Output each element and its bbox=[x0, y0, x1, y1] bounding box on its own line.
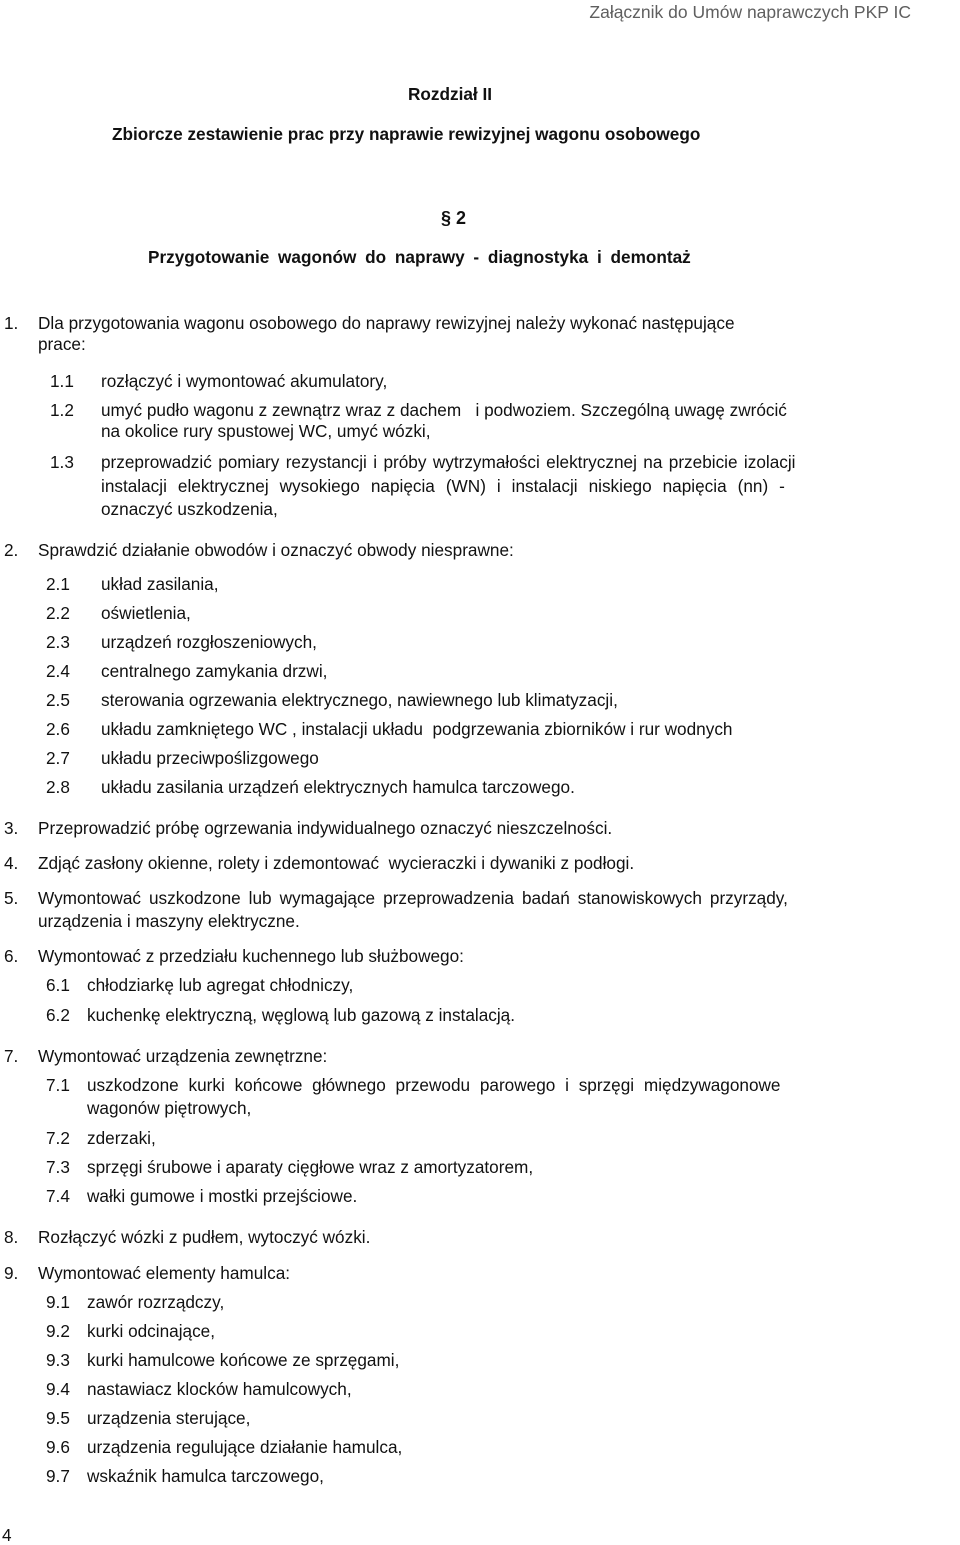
item-1-3-text-line-1: przeprowadzić pomiary rezystancji i próby wytrzymałości elektrycznej na przebicie izolacji bbox=[101, 452, 796, 472]
item-2-6-number: 2.6 bbox=[46, 719, 70, 739]
section-title: Przygotowanie wagonów do naprawy - diagnostyka i demontaż bbox=[148, 247, 691, 267]
item-7-4-number: 7.4 bbox=[46, 1186, 70, 1206]
item-1-3-text-line-3: oznaczyć uszkodzenia, bbox=[101, 499, 278, 519]
item-9-4-number: 9.4 bbox=[46, 1379, 70, 1399]
item-2-4-number: 2.4 bbox=[46, 661, 70, 681]
item-1-3-number: 1.3 bbox=[50, 452, 74, 472]
item-2-1-text: układ zasilania, bbox=[101, 574, 219, 594]
item-6-text: Wymontować z przedziału kuchennego lub służbowego: bbox=[38, 946, 464, 966]
item-6-2-number: 6.2 bbox=[46, 1005, 70, 1025]
item-9-2-number: 9.2 bbox=[46, 1321, 70, 1341]
item-6-1-number: 6.1 bbox=[46, 975, 70, 995]
item-8-number: 8. bbox=[4, 1227, 19, 1247]
item-2-number: 2. bbox=[4, 540, 19, 560]
item-2-8-text: układu zasilania urządzeń elektrycznych hamulca tarczowego. bbox=[101, 777, 575, 797]
chapter-subtitle: Zbiorcze zestawienie prac przy naprawie rewizyjnej wagonu osobowego bbox=[112, 124, 701, 144]
item-7-3-text: sprzęgi śrubowe i aparaty cięgłowe wraz z amortyzatorem, bbox=[87, 1157, 534, 1177]
item-2-3-number: 2.3 bbox=[46, 632, 70, 652]
item-7-3-number: 7.3 bbox=[46, 1157, 70, 1177]
item-2-8-number: 2.8 bbox=[46, 777, 70, 797]
item-9-2-text: kurki odcinające, bbox=[87, 1321, 216, 1341]
running-header: Załącznik do Umów naprawczych PKP IC bbox=[589, 2, 911, 22]
item-9-4-text: nastawiacz klocków hamulcowych, bbox=[87, 1379, 352, 1399]
item-2-1-number: 2.1 bbox=[46, 574, 70, 594]
item-2-7-number: 2.7 bbox=[46, 748, 70, 768]
item-7-2-text: zderzaki, bbox=[87, 1128, 156, 1148]
item-5-text-line-2: urządzenia i maszyny elektryczne. bbox=[38, 911, 300, 931]
item-7-1-text-line-2: wagonów piętrowych, bbox=[87, 1098, 252, 1118]
item-6-number: 6. bbox=[4, 946, 19, 966]
item-9-number: 9. bbox=[4, 1263, 19, 1283]
item-9-1-number: 9.1 bbox=[46, 1292, 70, 1312]
item-2-5-number: 2.5 bbox=[46, 690, 70, 710]
section-symbol: § 2 bbox=[441, 208, 467, 228]
item-2-4-text: centralnego zamykania drzwi, bbox=[101, 661, 328, 681]
item-1-number: 1. bbox=[4, 313, 19, 333]
item-9-5-text: urządzenia sterujące, bbox=[87, 1408, 251, 1428]
item-3-text: Przeprowadzić próbę ogrzewania indywidualnego oznaczyć nieszczelności. bbox=[38, 818, 613, 838]
item-9-5-number: 9.5 bbox=[46, 1408, 70, 1428]
item-9-7-number: 9.7 bbox=[46, 1466, 70, 1486]
item-1-2-number: 1.2 bbox=[50, 400, 74, 420]
item-1-text-line-2: prace: bbox=[38, 334, 86, 354]
item-6-2-text: kuchenkę elektryczną, węglową lub gazową z instalacją. bbox=[87, 1005, 516, 1025]
item-1-1-number: 1.1 bbox=[50, 371, 74, 391]
chapter-title: Rozdział II bbox=[408, 84, 493, 104]
item-7-number: 7. bbox=[4, 1046, 19, 1066]
item-2-3-text: urządzeń rozgłoszeniowych, bbox=[101, 632, 317, 652]
item-9-7-text: wskaźnik hamulca tarczowego, bbox=[87, 1466, 324, 1486]
item-6-1-text: chłodziarkę lub agregat chłodniczy, bbox=[87, 975, 354, 995]
item-3-number: 3. bbox=[4, 818, 19, 838]
item-1-text-line-1: Dla przygotowania wagonu osobowego do naprawy rewizyjnej należy wykonać następujące bbox=[38, 313, 735, 333]
item-7-1-number: 7.1 bbox=[46, 1075, 70, 1095]
item-9-6-number: 9.6 bbox=[46, 1437, 70, 1457]
item-1-2-text-line-2: na okolice rury spustowej WC, umyć wózki, bbox=[101, 421, 431, 441]
item-1-2-text-line-1: umyć pudło wagonu z zewnątrz wraz z dachem i podwoziem. Szczególną uwagę zwrócić bbox=[101, 400, 787, 420]
item-7-1-text-line-1: uszkodzone kurki końcowe głównego przewodu parowego i sprzęgi międzywagonowe bbox=[87, 1075, 781, 1095]
item-7-4-text: wałki gumowe i mostki przejściowe. bbox=[87, 1186, 358, 1206]
item-9-1-text: zawór rozrządczy, bbox=[87, 1292, 225, 1312]
item-8-text: Rozłączyć wózki z pudłem, wytoczyć wózki. bbox=[38, 1227, 371, 1247]
item-9-6-text: urządzenia regulujące działanie hamulca, bbox=[87, 1437, 403, 1457]
item-2-5-text: sterowania ogrzewania elektrycznego, nawiewnego lub klimatyzacji, bbox=[101, 690, 618, 710]
item-4-text: Zdjąć zasłony okienne, rolety i zdemontować wycieraczki i dywaniki z podłogi. bbox=[38, 853, 635, 873]
item-9-3-text: kurki hamulcowe końcowe ze sprzęgami, bbox=[87, 1350, 400, 1370]
item-2-6-text: układu zamkniętego WC , instalacji układu podgrzewania zbiorników i rur wodnych bbox=[101, 719, 733, 739]
item-9-3-number: 9.3 bbox=[46, 1350, 70, 1370]
item-1-3-text-line-2: instalacji elektrycznej wysokiego napięcia (WN) i instalacji niskiego napięcia (nn) - bbox=[101, 476, 785, 496]
item-2-2-text: oświetlenia, bbox=[101, 603, 191, 623]
item-2-2-number: 2.2 bbox=[46, 603, 70, 623]
item-4-number: 4. bbox=[4, 853, 19, 873]
item-9-text: Wymontować elementy hamulca: bbox=[38, 1263, 291, 1283]
item-7-2-number: 7.2 bbox=[46, 1128, 70, 1148]
item-2-text: Sprawdzić działanie obwodów i oznaczyć obwody niesprawne: bbox=[38, 540, 514, 560]
item-5-text-line-1: Wymontować uszkodzone lub wymagające przeprowadzenia badań stanowiskowych przyrządy, bbox=[38, 888, 788, 908]
item-2-7-text: układu przeciwpoślizgowego bbox=[101, 748, 319, 768]
item-7-text: Wymontować urządzenia zewnętrzne: bbox=[38, 1046, 328, 1066]
item-5-number: 5. bbox=[4, 888, 19, 908]
page-number: 4 bbox=[2, 1525, 12, 1545]
item-1-1-text: rozłączyć i wymontować akumulatory, bbox=[101, 371, 388, 391]
